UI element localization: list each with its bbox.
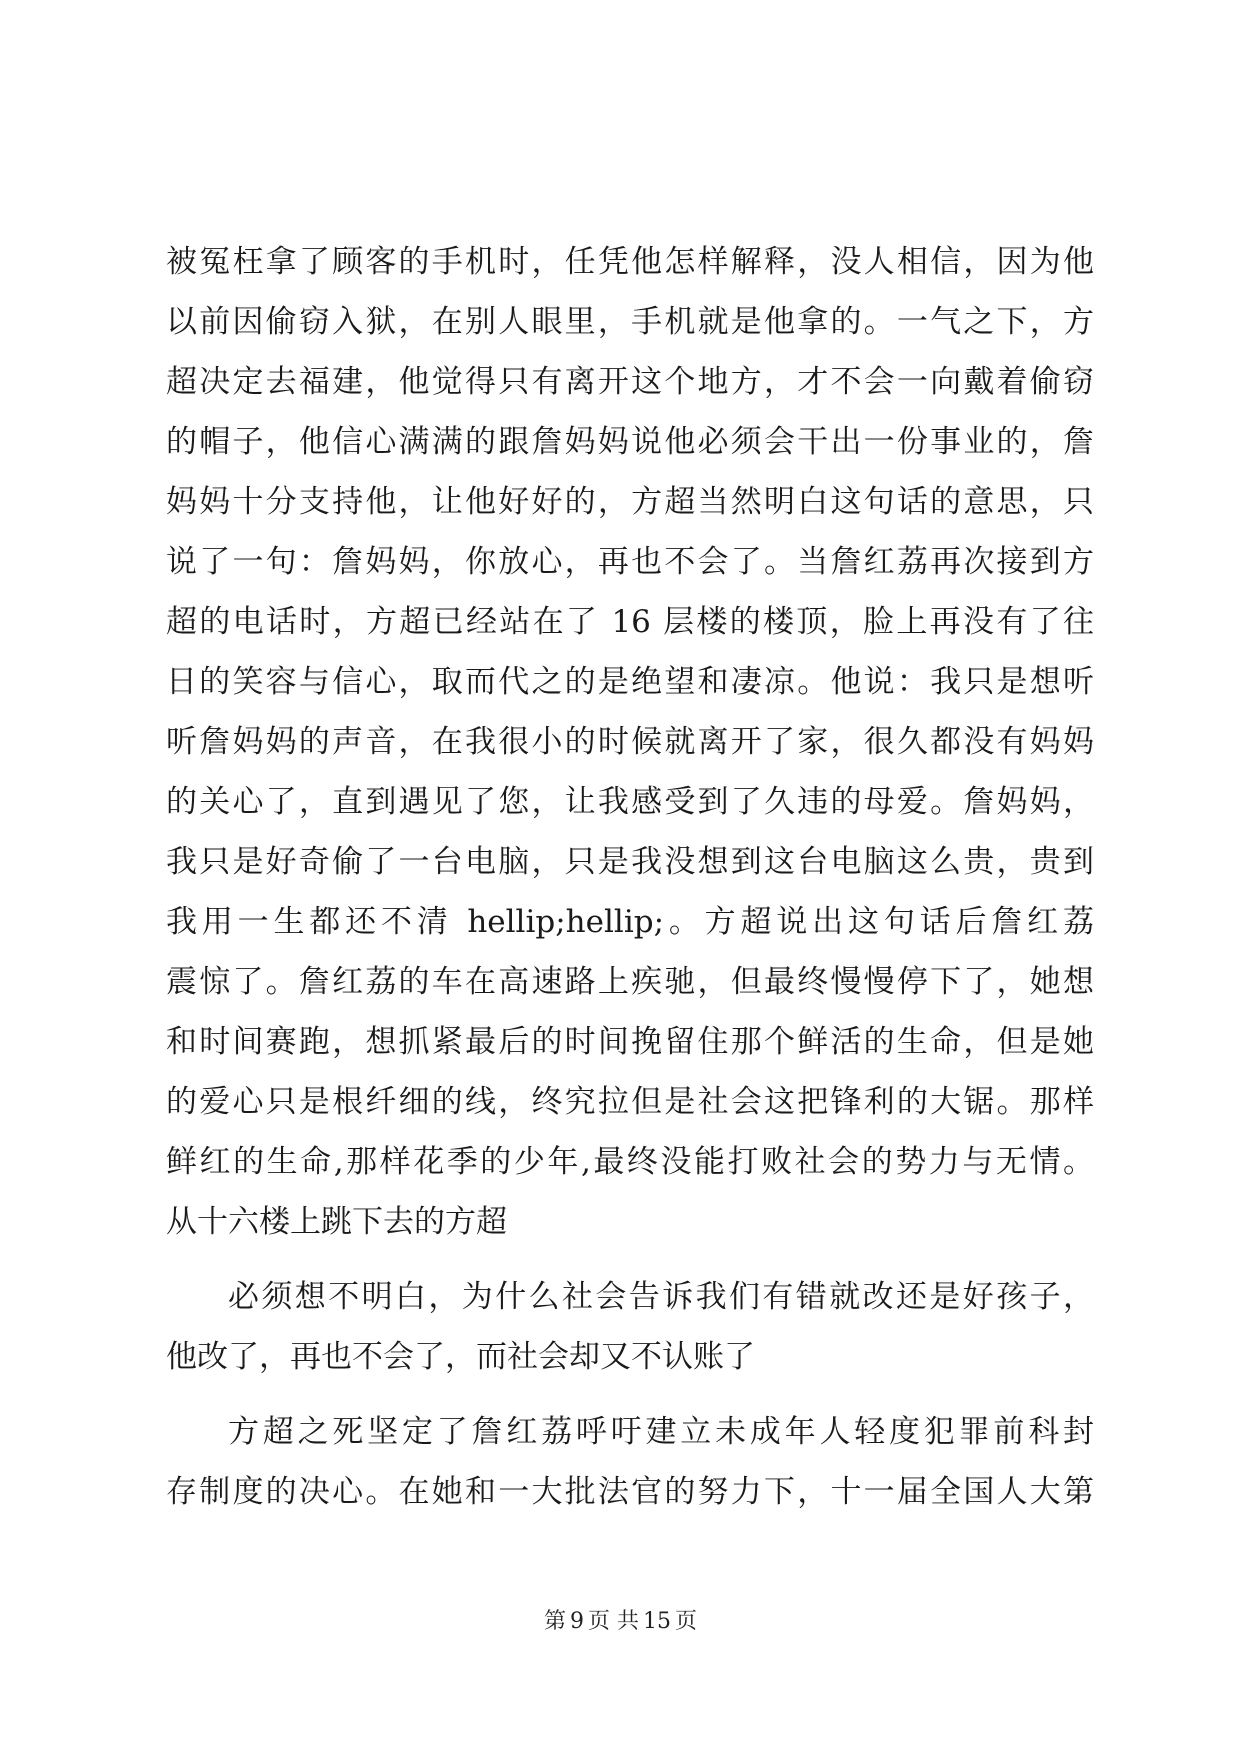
text-line: 妈妈十分支持他，让他好好的，方超当然明白这句话的意思，只 [166, 484, 1094, 520]
text-line: 的关心了，直到遇见了您，让我感受到了久违的母爱。詹妈妈， [166, 784, 1094, 820]
total-pages-number: 15 [643, 1609, 671, 1634]
page-label-prefix: 第 [543, 1609, 566, 1634]
text-line: 存制度的决心。在她和一大批法官的努力下，十一届全国人大第 [166, 1474, 1094, 1510]
text-line: 以前因偷窃入狱，在别人眼里，手机就是他拿的。一气之下，方 [166, 304, 1094, 340]
text-line: 必须想不明白，为什么社会告诉我们有错就改还是好孩子， [228, 1279, 1094, 1315]
text-line: 的爱心只是根纤细的线，终究拉但是社会这把锋利的大锯。那样 [166, 1084, 1094, 1120]
text-line: 鲜红的生命,那样花季的少年,最终没能打败社会的势力与无情。 [166, 1144, 1094, 1180]
page-label-mid: 页 共 [588, 1609, 639, 1634]
current-page-number: 9 [570, 1609, 584, 1634]
text-line: 听詹妈妈的声音，在我很小的时候就离开了家，很久都没有妈妈 [166, 724, 1094, 760]
text-line: 他改了，再也不会了，而社会却又不认账了 [166, 1339, 755, 1375]
text-line: 我用一生都还不清 hellip;hellip;。方超说出这句话后詹红荔 [166, 904, 1094, 940]
text-line: 的帽子，他信心满满的跟詹妈妈说他必须会干出一份事业的，詹 [166, 424, 1094, 460]
text-line: 说了一句：詹妈妈，你放心，再也不会了。当詹红荔再次接到方 [166, 544, 1094, 580]
text-line: 被冤枉拿了顾客的手机时，任凭他怎样解释，没人相信，因为他 [166, 244, 1094, 280]
text-line: 从十六楼上跳下去的方超 [166, 1204, 507, 1240]
text-line: 日的笑容与信心，取而代之的是绝望和凄凉。他说：我只是想听 [166, 664, 1094, 700]
page-label-suffix: 页 [675, 1609, 698, 1634]
text-line: 方超之死坚定了詹红荔呼吁建立未成年人轻度犯罪前科封 [228, 1414, 1094, 1450]
page-footer [0, 1604, 1241, 1635]
text-line: 震惊了。詹红荔的车在高速路上疾驰，但最终慢慢停下了，她想 [166, 964, 1094, 1000]
text-line: 和时间赛跑，想抓紧最后的时间挽留住那个鲜活的生命，但是她 [166, 1024, 1094, 1060]
document-body [166, 232, 1094, 1522]
text-line: 我只是好奇偷了一台电脑，只是我没想到这台电脑这么贵，贵到 [166, 844, 1094, 880]
text-line: 超决定去福建，他觉得只有离开这个地方，才不会一向戴着偷窃 [166, 364, 1094, 400]
text-line: 超的电话时，方超已经站在了 16 层楼的楼顶，脸上再没有了往 [166, 604, 1094, 640]
